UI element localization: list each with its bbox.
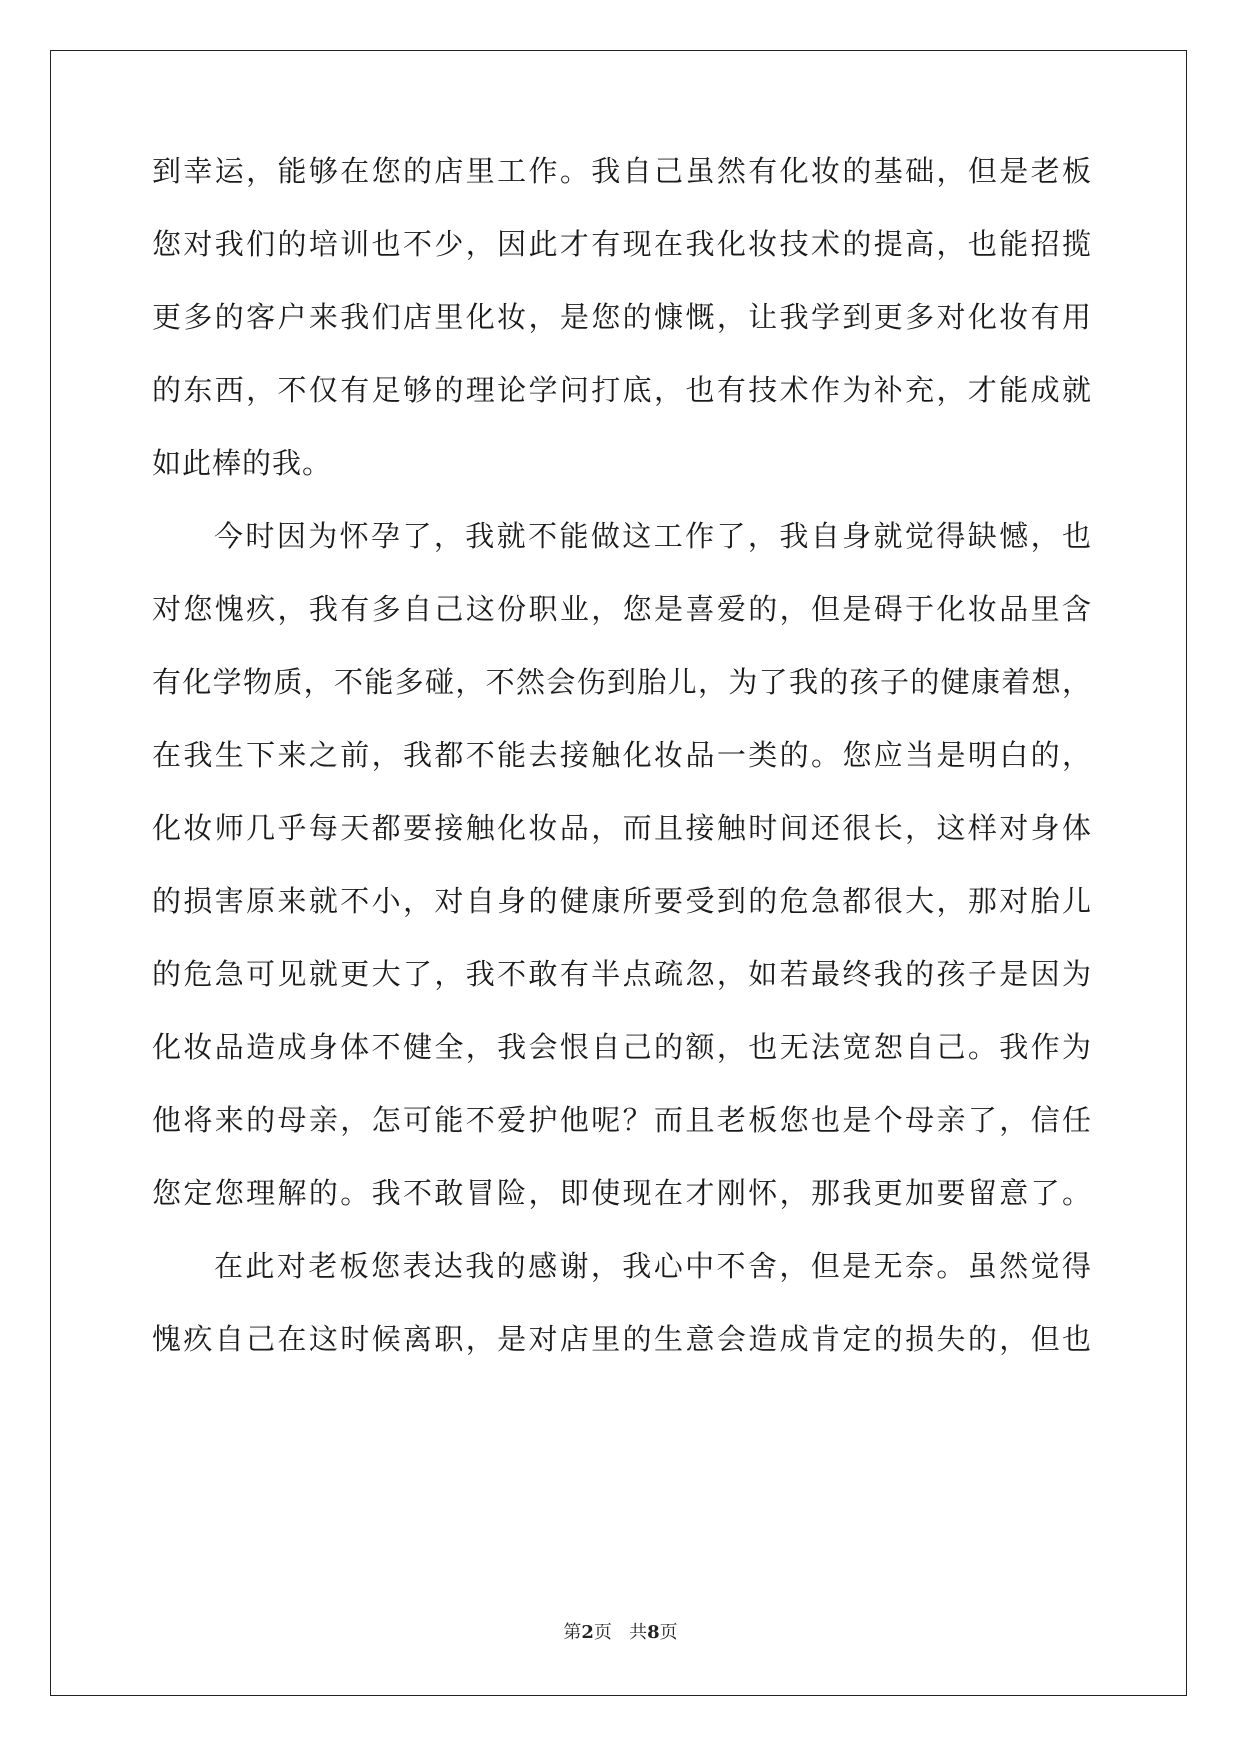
- text-line: 他将来的母亲，怎可能不爱护他呢？而且老板您也是个母亲了，信任: [152, 1103, 1092, 1137]
- footer-total-label: 页: [659, 1622, 678, 1643]
- text-line: 的危急可见就更大了，我不敢有半点疏忽，如若最终我的孩子是因为: [152, 957, 1092, 991]
- footer-page-label: 页: [593, 1622, 612, 1643]
- paragraph-first-line: 今时因为怀孕了，我就不能做这工作了，我自身就觉得缺憾，也: [214, 519, 1092, 553]
- text-line: 在我生下来之前，我都不能去接触化妆品一类的。您应当是明白的，: [152, 738, 1092, 772]
- text-line: 您对我们的培训也不少，因此才有现在我化妆技术的提高，也能招揽: [152, 227, 1092, 261]
- text-line: 对您愧疚，我有多自己这份职业，您是喜爱的，但是碍于化妆品里含: [152, 592, 1092, 626]
- paragraph-first-line: 在此对老板您表达我的感谢，我心中不舍，但是无奈。虽然觉得: [214, 1249, 1092, 1283]
- footer-total-prefix: 共: [629, 1622, 648, 1643]
- page-footer: [0, 1618, 1241, 1644]
- text-line: 的损害原来就不小，对自身的健康所要受到的危急都很大，那对胎儿: [152, 884, 1092, 918]
- text-line: 的东西，不仅有足够的理论学问打底，也有技术作为补充，才能成就: [152, 373, 1092, 407]
- text-line: 化妆品造成身体不健全，我会恨自己的额，也无法宽恕自己。我作为: [152, 1030, 1092, 1064]
- footer-page-total: 8: [647, 1622, 660, 1643]
- text-line: 您定您理解的。我不敢冒险，即使现在才刚怀，那我更加要留意了。: [152, 1176, 1092, 1210]
- text-line: 到幸运，能够在您的店里工作。我自己虽然有化妆的基础，但是老板: [152, 154, 1092, 188]
- text-line: 更多的客户来我们店里化妆，是您的慷慨，让我学到更多对化妆有用: [152, 300, 1092, 334]
- text-line: 愧疚自己在这时候离职，是对店里的生意会造成肯定的损失的，但也: [152, 1322, 1092, 1356]
- footer-page-prefix: 第: [563, 1622, 582, 1643]
- text-line: 有化学物质，不能多碰，不然会伤到胎儿，为了我的孩子的健康着想，: [152, 665, 1092, 699]
- footer-page-current: 2: [581, 1622, 594, 1643]
- text-line: 化妆师几乎每天都要接触化妆品，而且接触时间还很长，这样对身体: [152, 811, 1092, 845]
- text-line: 如此棒的我。: [152, 446, 333, 480]
